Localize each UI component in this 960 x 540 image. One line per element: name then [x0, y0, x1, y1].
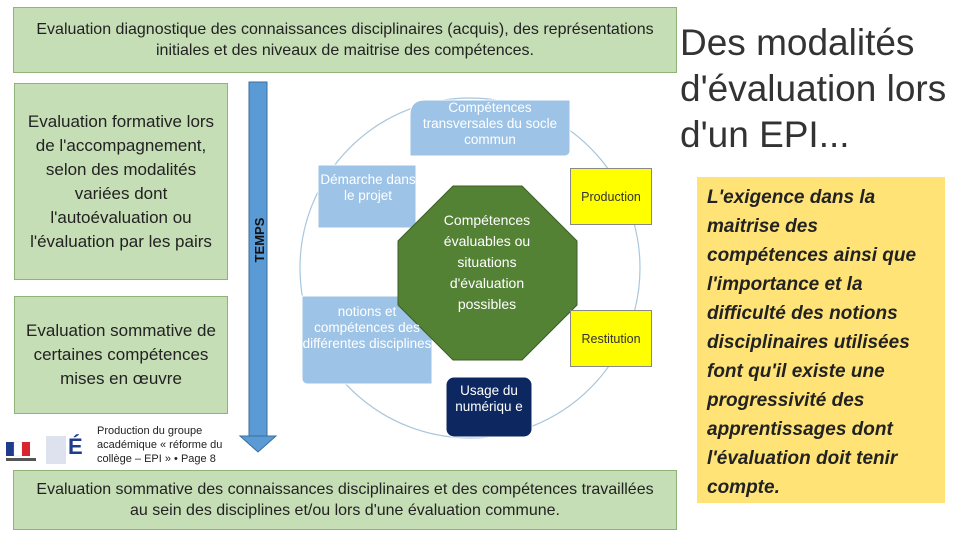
- formative-evaluation-text: Evaluation formative lors de l'accompagnement, selon des modalités variées dont l'autoévaluation ou l'évaluation par les pairs: [27, 111, 215, 251]
- summative-skills-text: Evaluation sommative de certaines compétences mises en œuvre: [26, 321, 216, 388]
- restitution-label: Restitution: [581, 331, 641, 346]
- production-label: Production: [581, 189, 641, 204]
- usage-numerique-label: Usage du numériqu e: [455, 383, 523, 414]
- notions-competences-label: notions et compétences des différentes disciplines: [302, 304, 432, 351]
- credit-text: Production du groupe académique « réforme du collège – EPI » • Page 8: [97, 425, 223, 465]
- diagnostic-evaluation-text: Evaluation diagnostique des connaissances disciplinaires (acquis), des représentations initiales et des niveaux de maitrise des compétences.: [36, 21, 654, 59]
- temps-label: TEMPS: [251, 217, 267, 263]
- demarche-projet-label: Démarche dans le projet: [320, 172, 416, 203]
- diagnostic-evaluation-box: [13, 7, 677, 73]
- production-box: [570, 168, 652, 225]
- summative-skills-box: [14, 296, 228, 414]
- competences-evaluables-label: Compétences évaluables ou situations d'évaluation possibles: [443, 212, 531, 312]
- academie-versailles-logo: [6, 432, 96, 468]
- slide-title: Des modalités d'évaluation lors d'un EPI...: [680, 22, 947, 155]
- competences-transversales-label: Compétences transversales du socle commun: [422, 100, 558, 147]
- final-summative-text: Evaluation sommative des connaissances disciplinaires et des compétences travaillées au sein des disciplines et/ou lors d'une évaluation commune.: [36, 481, 654, 519]
- restitution-box: [570, 310, 652, 367]
- svg-text:É: É: [68, 434, 83, 459]
- final-summative-box: [13, 470, 677, 530]
- side-note: L'exigence dans la maitrise des compétences ainsi que l'importance et la difficulté des notions disciplinaires utilisées font qu'il existe une progressivité des apprentissages dont l'évaluation doit tenir compte.: [697, 177, 945, 503]
- time-arrow: [240, 82, 276, 452]
